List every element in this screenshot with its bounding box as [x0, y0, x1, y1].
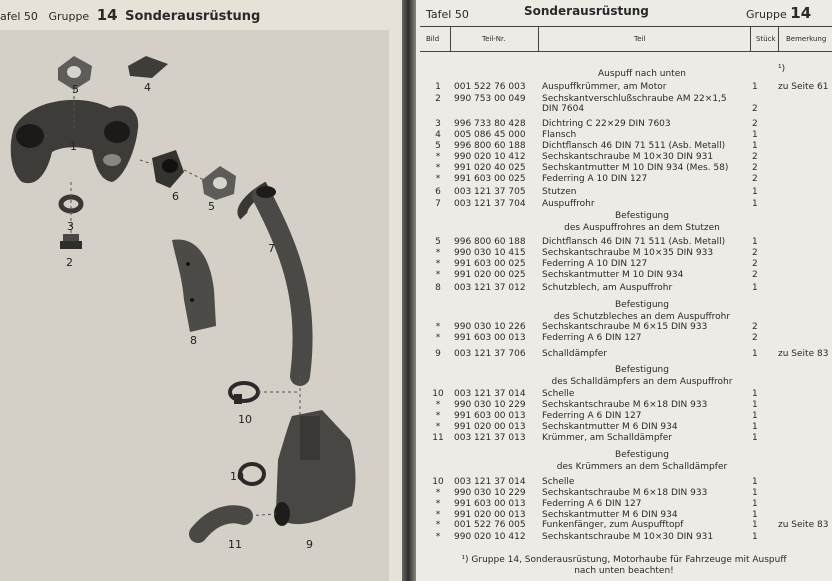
cell-teilnr: 003 121 37 012 — [454, 283, 526, 293]
cell-stueck: 2 — [752, 259, 758, 269]
cell-stueck: 1 — [752, 82, 758, 92]
cell-bild: * — [435, 163, 441, 173]
left-page-header — [0, 6, 260, 24]
cell-teilnr: 003 121 37 013 — [454, 433, 526, 443]
section-heading: des Krümmers an dem Schalldämpfer — [556, 462, 728, 472]
cell-teil: Sechskantschraube M 6×18 DIN 933 — [542, 400, 708, 410]
cell-bild: * — [435, 422, 441, 432]
callout-1: 1 — [70, 140, 77, 153]
cell-teil: Sechskantschraube M 6×15 DIN 933 — [542, 322, 708, 332]
left-page-title: Sonderausrüstung — [125, 9, 261, 24]
cell-teil: Flansch — [542, 130, 577, 140]
callout-11: 11 — [228, 538, 242, 551]
cell-stueck: 1 — [752, 130, 758, 140]
parts-illustration — [0, 30, 389, 581]
cell-bild: 5 — [435, 141, 441, 151]
cell-stueck: 2 — [752, 174, 758, 184]
cell-bild: * — [435, 400, 441, 410]
cell-teil: DIN 7604 — [542, 104, 585, 114]
cell-teil: Sechskantschraube M 6×18 DIN 933 — [542, 488, 708, 498]
col-bild: Bild — [426, 35, 440, 43]
exploded-parts-drawing — [0, 30, 389, 581]
cell-bild: * — [435, 532, 441, 542]
cell-teilnr: 991 603 00 025 — [454, 259, 526, 269]
cell-stueck: 2 — [752, 322, 758, 332]
cell-teil: Schutzblech, am Auspuffrohr — [542, 283, 673, 293]
cell-teil: Krümmer, am Schalldämpfer — [542, 433, 672, 443]
section-heading: des Auspuffrohres an dem Stutzen — [564, 223, 720, 233]
callout-7: 7 — [268, 242, 275, 255]
cell-teilnr: 990 753 00 049 — [454, 94, 526, 104]
cell-bild: * — [435, 270, 441, 280]
cell-teil: Schalldämpfer — [542, 349, 607, 359]
cell-stueck: 2 — [752, 152, 758, 162]
cell-teilnr: 005 086 45 000 — [454, 130, 526, 140]
cell-teilnr: 003 121 37 706 — [454, 349, 526, 359]
cell-bild: 10 — [432, 389, 444, 399]
cell-bild: * — [435, 411, 441, 421]
cell-teil: Dichtflansch 46 DIN 71 511 (Asb. Metall) — [542, 237, 726, 247]
cell-bild: 6 — [435, 187, 441, 197]
heat-shield-part — [172, 239, 216, 332]
left-page — [0, 0, 402, 581]
cell-teilnr: 991 603 00 013 — [454, 411, 526, 421]
cell-teilnr: 991 603 00 013 — [454, 333, 526, 343]
cell-stueck: 1 — [752, 349, 758, 359]
cell-stueck: 1 — [752, 411, 758, 421]
cell-stueck: 2 — [752, 163, 758, 173]
book-spine — [402, 0, 416, 581]
section-heading: des Schutzbleches an dem Auspuffrohr — [553, 312, 731, 322]
cell-teilnr: 003 121 37 705 — [454, 187, 526, 197]
cell-stueck: 2 — [752, 270, 758, 280]
cell-bild: * — [435, 174, 441, 184]
cell-teil: Schelle — [542, 477, 575, 487]
right-page-title: Sonderausrüstung — [524, 4, 649, 18]
cell-bild: * — [435, 259, 441, 269]
gasket-part-2 — [202, 166, 236, 200]
cell-teilnr: 991 020 00 013 — [454, 510, 526, 520]
section-heading: des Schalldämpfers an dem Auspuffrohr — [551, 377, 733, 387]
cell-bild: 7 — [435, 199, 441, 209]
cell-teil: Federring A 10 DIN 127 — [542, 259, 648, 269]
cell-teil: Federring A 6 DIN 127 — [542, 333, 642, 343]
right-tafel-label: Tafel 50 — [426, 8, 469, 21]
clamp-part — [230, 383, 258, 404]
cell-bild: 4 — [435, 130, 441, 140]
footnote-line-1: ¹) Gruppe 14, Sonderausrüstung, Motorhaube für Fahrzeuge mit Auspuff — [461, 555, 787, 565]
right-page — [416, 0, 832, 581]
table-row — [416, 198, 832, 210]
elbow-part — [198, 514, 244, 534]
table-row — [416, 173, 832, 185]
cell-stueck: 1 — [752, 499, 758, 509]
callout-10b: 10 — [230, 470, 244, 483]
gruppe-number: 14 — [96, 6, 118, 24]
cell-teil: Dichtring C 22×29 DIN 7603 — [542, 119, 671, 129]
cell-stueck: 1 — [752, 283, 758, 293]
cell-teilnr: 990 030 10 229 — [454, 400, 526, 410]
cell-teil: Sechskantmutter M 6 DIN 934 — [542, 510, 678, 520]
cell-stueck: 1 — [752, 488, 758, 498]
footnote-line-2: nach unten beachten! — [574, 566, 674, 576]
callout-3: 3 — [67, 220, 74, 233]
cell-bild: * — [435, 520, 441, 530]
cell-teilnr: 990 020 10 412 — [454, 532, 526, 542]
cell-teil: Auspuffrohr — [542, 199, 595, 209]
cell-teil: Auspuffkrümmer, am Motor — [542, 82, 667, 92]
callout-5b: 5 — [208, 200, 215, 213]
cell-bild: 1 — [435, 82, 441, 92]
cell-stueck: 2 — [752, 248, 758, 258]
parts-table-header — [420, 26, 832, 52]
table-row — [416, 282, 832, 294]
cell-teil: Federring A 6 DIN 127 — [542, 411, 642, 421]
cell-teil: Dichtflansch 46 DIN 71 511 (Asb. Metall) — [542, 141, 726, 151]
cell-teilnr: 003 121 37 014 — [454, 389, 526, 399]
cell-bild: * — [435, 248, 441, 258]
cell-bild: 8 — [435, 283, 441, 293]
cell-teilnr: 003 121 37 014 — [454, 477, 526, 487]
table-row — [416, 269, 832, 281]
cell-teilnr: 991 020 00 013 — [454, 422, 526, 432]
cell-teil: Sechskantschraube M 10×30 DIN 931 — [542, 532, 714, 542]
section-heading: Befestigung — [615, 300, 669, 310]
right-gruppe-number: 14 — [790, 4, 812, 22]
cell-bild: 11 — [432, 433, 444, 443]
cell-teil: Funkenfänger, zum Auspufftopf — [542, 520, 684, 530]
tafel-label: afel 50 — [0, 10, 38, 23]
muffler-part — [274, 410, 356, 526]
table-row — [416, 103, 832, 115]
cell-bemerkung: ¹) — [778, 64, 786, 74]
cell-teilnr: 991 020 40 025 — [454, 163, 526, 173]
table-row — [416, 432, 832, 444]
cell-bild: 9 — [435, 349, 441, 359]
cell-bild: * — [435, 488, 441, 498]
callout-10: 10 — [238, 413, 252, 426]
cell-bild: * — [435, 322, 441, 332]
callout-8: 8 — [190, 334, 197, 347]
cell-teil: Stutzen — [542, 187, 577, 197]
section-heading: Befestigung — [615, 365, 669, 375]
cell-stueck: 2 — [752, 119, 758, 129]
cell-bild: * — [435, 499, 441, 509]
cell-bild: 3 — [435, 119, 441, 129]
cell-bild: * — [435, 152, 441, 162]
cell-bemerkung: zu Seite 61 — [778, 82, 829, 92]
cell-bild: 2 — [435, 94, 441, 104]
cell-teilnr: 990 020 10 412 — [454, 152, 526, 162]
cell-stueck: 1 — [752, 422, 758, 432]
col-teil: Teil — [634, 35, 646, 43]
callout-6: 6 — [172, 190, 179, 203]
cell-teilnr: 990 030 10 415 — [454, 248, 526, 258]
table-row — [416, 63, 832, 75]
cell-stueck: 1 — [752, 520, 758, 530]
cell-stueck: 1 — [752, 237, 758, 247]
cell-teilnr: 996 800 60 188 — [454, 237, 526, 247]
cell-stueck: 1 — [752, 141, 758, 151]
table-row — [416, 186, 832, 198]
cell-stueck: 1 — [752, 477, 758, 487]
cell-teil: Sechskantmutter M 10 DIN 934 (Mes. 58) — [542, 163, 729, 173]
cell-stueck: 1 — [752, 510, 758, 520]
cell-teil: Sechskantschraube M 10×35 DIN 933 — [542, 248, 714, 258]
cell-teil: Federring A 6 DIN 127 — [542, 499, 642, 509]
cell-stueck: 1 — [752, 532, 758, 542]
cell-bild: 5 — [435, 237, 441, 247]
cell-teilnr: 996 733 80 428 — [454, 119, 526, 129]
right-gruppe-label: Gruppe — [746, 8, 787, 21]
table-row — [416, 81, 832, 93]
table-row — [416, 348, 832, 360]
cell-stueck: 1 — [752, 199, 758, 209]
cell-teil: Sechskantverschlußschraube AM 22×1,5 — [542, 94, 727, 104]
cell-teil: Sechskantmutter M 6 DIN 934 — [542, 422, 678, 432]
cell-stueck: 1 — [752, 400, 758, 410]
cell-bild: 10 — [432, 477, 444, 487]
flange-part — [128, 56, 168, 78]
cell-bemerkung: zu Seite 83 — [778, 349, 829, 359]
col-bemerkung: Bemerkung — [786, 35, 827, 43]
cell-bemerkung: zu Seite 83 — [778, 520, 829, 530]
gruppe-label: Gruppe — [48, 10, 90, 23]
cell-stueck: 1 — [752, 187, 758, 197]
col-teilnr: Teil-Nr. — [482, 35, 506, 43]
section-heading: Befestigung — [615, 211, 669, 221]
cell-teilnr: 991 603 00 025 — [454, 174, 526, 184]
cell-bild: * — [435, 333, 441, 343]
section-heading: Befestigung — [615, 450, 669, 460]
cell-stueck: 1 — [752, 389, 758, 399]
cell-bild: * — [435, 510, 441, 520]
table-row — [416, 332, 832, 344]
cell-teilnr: 001 522 76 005 — [454, 520, 526, 530]
cell-teilnr: 990 030 10 229 — [454, 488, 526, 498]
table-row — [416, 531, 832, 543]
cell-stueck: 2 — [752, 104, 758, 114]
cell-stueck: 2 — [752, 333, 758, 343]
cell-teilnr: 003 121 37 704 — [454, 199, 526, 209]
table-row — [416, 519, 832, 531]
cell-teilnr: 990 030 10 226 — [454, 322, 526, 332]
exhaust-pipe-part — [242, 186, 302, 376]
cell-teilnr: 996 800 60 188 — [454, 141, 526, 151]
plug-screw-part — [60, 234, 82, 249]
callout-9: 9 — [306, 538, 313, 551]
callout-5: 5 — [72, 83, 79, 96]
cell-stueck: 1 — [752, 433, 758, 443]
socket-part — [152, 150, 184, 188]
cell-teil: Sechskantschraube M 10×30 DIN 931 — [542, 152, 714, 162]
section-heading: Auspuff nach unten — [598, 69, 686, 79]
right-gruppe — [746, 4, 811, 22]
cell-teil: Federring A 10 DIN 127 — [542, 174, 648, 184]
callout-2: 2 — [66, 256, 73, 269]
cell-teil: Schelle — [542, 389, 575, 399]
cell-teilnr: 991 020 00 025 — [454, 270, 526, 280]
callout-4: 4 — [144, 81, 151, 94]
cell-teil: Sechskantmutter M 10 DIN 934 — [542, 270, 684, 280]
col-stueck: Stück — [756, 35, 776, 43]
cell-teilnr: 001 522 76 003 — [454, 82, 526, 92]
cell-teilnr: 991 603 00 013 — [454, 499, 526, 509]
